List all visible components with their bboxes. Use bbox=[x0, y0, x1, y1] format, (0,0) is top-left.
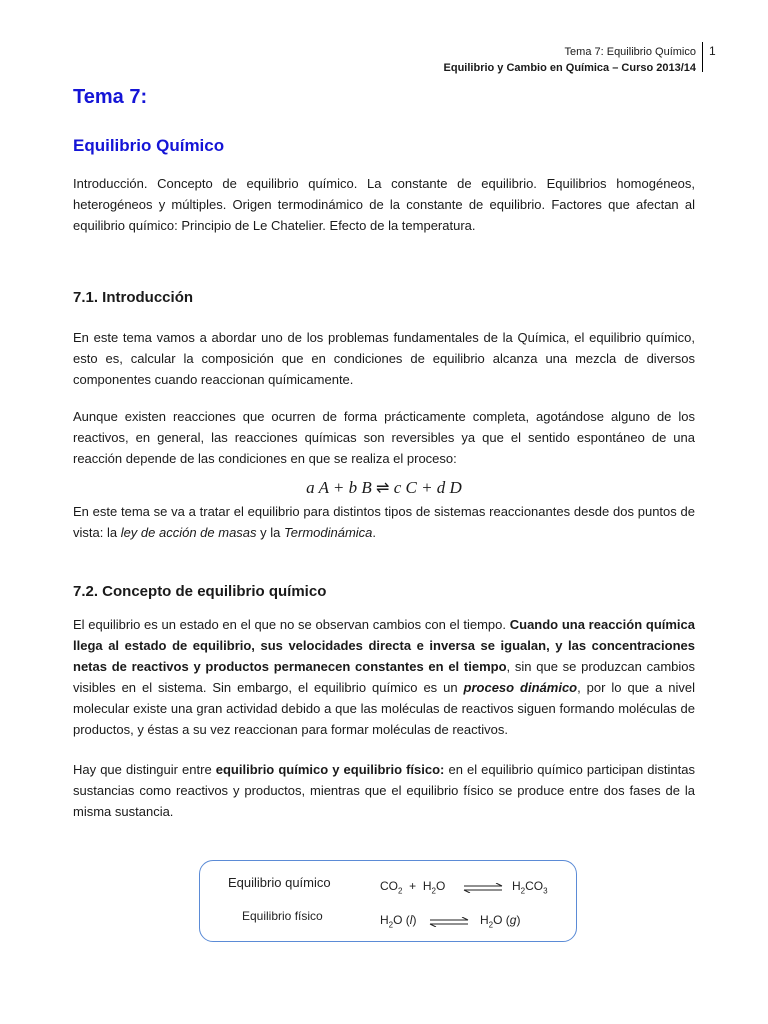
equilibrium-types-figure bbox=[199, 860, 577, 942]
h2o-l-close: ) bbox=[412, 913, 417, 927]
header-divider bbox=[702, 42, 703, 72]
s2p2-text: Hay que distinguir entre bbox=[73, 762, 216, 777]
p3-emphasis-termodinamica: Termodinámica bbox=[284, 525, 373, 540]
section-heading-7-2: 7.2. Concepto de equilibrio químico bbox=[73, 583, 327, 600]
reaction-equation bbox=[73, 475, 695, 501]
figure-label-chemical: Equilibrio químico bbox=[228, 875, 331, 890]
figure-phys-product bbox=[480, 913, 520, 929]
equilibrium-arrow-icon: ⇌ bbox=[376, 480, 390, 497]
h2o-l-sub: 2 bbox=[388, 920, 394, 930]
document-body bbox=[73, 86, 695, 822]
p3-text-end: . bbox=[372, 525, 377, 540]
s2p2-bold: equilibrio químico y equilibrio físico: bbox=[215, 762, 445, 777]
s2p2-text-2: en el equilibrio químico participan distintas sustancias como reactivos y productos, mientras que el equilibrio físico se produce entre dos fases de la misma sustancia. bbox=[73, 762, 695, 819]
s2p1-bold: Cuando una reacción química llega al estado de equilibrio, sus velocidades directa e inversa se igualan, y las concentraciones netas de reactivos y productos permanecen constantes en el tiempo bbox=[73, 617, 695, 674]
h2o-end: O bbox=[435, 879, 446, 893]
figure-phys-reactant bbox=[380, 913, 416, 929]
h2o-base: H bbox=[422, 879, 432, 893]
p3-text-mid: y la bbox=[256, 525, 285, 540]
section2-paragraph-2 bbox=[73, 759, 695, 822]
intro-paragraph: Introducción. Concepto de equilibrio químico. La constante de equilibrio. Equilibrios homogéneos, heterogéneos y múltiples. Origen termodinámico de la constante de equilibrio. Factores que afectan al equilibrio químico: Principio de Le Chatelier. Efecto de la temperatura. bbox=[73, 176, 695, 233]
p3-text: En este tema se va a tratar el equilibrio para distintos tipos de sistemas reaccionantes desde dos puntos de vista: la bbox=[73, 504, 695, 540]
page-number: 1 bbox=[709, 44, 716, 58]
chapter-subtitle: Equilibrio Químico bbox=[73, 136, 225, 155]
h2co3-sub1: 2 bbox=[520, 886, 526, 896]
equilibrium-arrows-icon bbox=[462, 883, 504, 893]
h2o-g-sub: 2 bbox=[488, 920, 494, 930]
p3-emphasis-masas: ley de acción de masas bbox=[120, 525, 257, 540]
h2o-g-h: H bbox=[480, 913, 489, 927]
equation-reactants: a A + b B bbox=[306, 478, 372, 497]
h2o-g-close: ) bbox=[516, 913, 521, 927]
header-course: Equilibrio y Cambio en Química – Curso 2013/14 bbox=[443, 62, 696, 74]
equation-products: c C + d D bbox=[393, 478, 462, 497]
phase-gas: g bbox=[509, 913, 517, 927]
s2p1-text-3: , por lo que a nivel molecular existe una gran actividad debido a que las moléculas de reactivos siguen formando moléculas de productos, y éstas a su vez reaccionan para formar moléculas de reactivos. bbox=[73, 680, 696, 737]
h2o-g-o: O ( bbox=[493, 913, 510, 927]
h2co3-co: CO bbox=[525, 879, 544, 893]
h2o-l-h: H bbox=[380, 913, 389, 927]
section2-paragraph-1 bbox=[73, 614, 695, 740]
plus-sign: + bbox=[409, 879, 417, 893]
figure-chem-product bbox=[512, 879, 548, 895]
section-heading-7-1: 7.1. Introducción bbox=[73, 289, 194, 306]
h2co3-sub2: 3 bbox=[543, 886, 548, 896]
equilibrium-arrows-icon-2 bbox=[428, 917, 470, 927]
s2p1-bold-italic: proceso dinámico bbox=[463, 680, 578, 695]
figure-chem-reactants bbox=[380, 879, 445, 895]
figure-label-physical: Equilibrio físico bbox=[242, 909, 323, 923]
co2-sub: 2 bbox=[398, 886, 403, 896]
s2p1-text-2: , sin que se produzcan cambios visibles en el sistema. Sin embargo, el equilibrio químico es un bbox=[73, 659, 696, 695]
s2p1-text: El equilibrio es un estado en el que no se observan cambios con el tiempo. bbox=[73, 617, 510, 632]
section1-paragraph-3 bbox=[73, 501, 695, 543]
running-header bbox=[444, 44, 696, 76]
chapter-title: Tema 7: bbox=[73, 86, 148, 108]
phase-liquid: l bbox=[409, 913, 413, 927]
co2-base: CO bbox=[380, 879, 398, 893]
h2o-sub: 2 bbox=[431, 886, 436, 896]
section1-paragraph-2: Aunque existen reacciones que ocurren de forma prácticamente completa, agotándose alguno de los reactivos, en general, las reacciones químicas son reversibles ya que el sentido espontáneo de una reacción depende de las condiciones en que se realiza el proceso: bbox=[73, 409, 695, 466]
h2co3-h: H bbox=[512, 879, 521, 893]
section1-paragraph-1: En este tema vamos a abordar uno de los problemas fundamentales de la Química, el equilibrio químico, esto es, calcular la composición que en condiciones de equilibrio alcanza una mezcla de diversos componentes cuando reaccionan químicamente. bbox=[73, 330, 695, 387]
header-topic: Tema 7: Equilibrio Químico bbox=[564, 46, 696, 58]
h2o-l-o: O ( bbox=[393, 913, 410, 927]
